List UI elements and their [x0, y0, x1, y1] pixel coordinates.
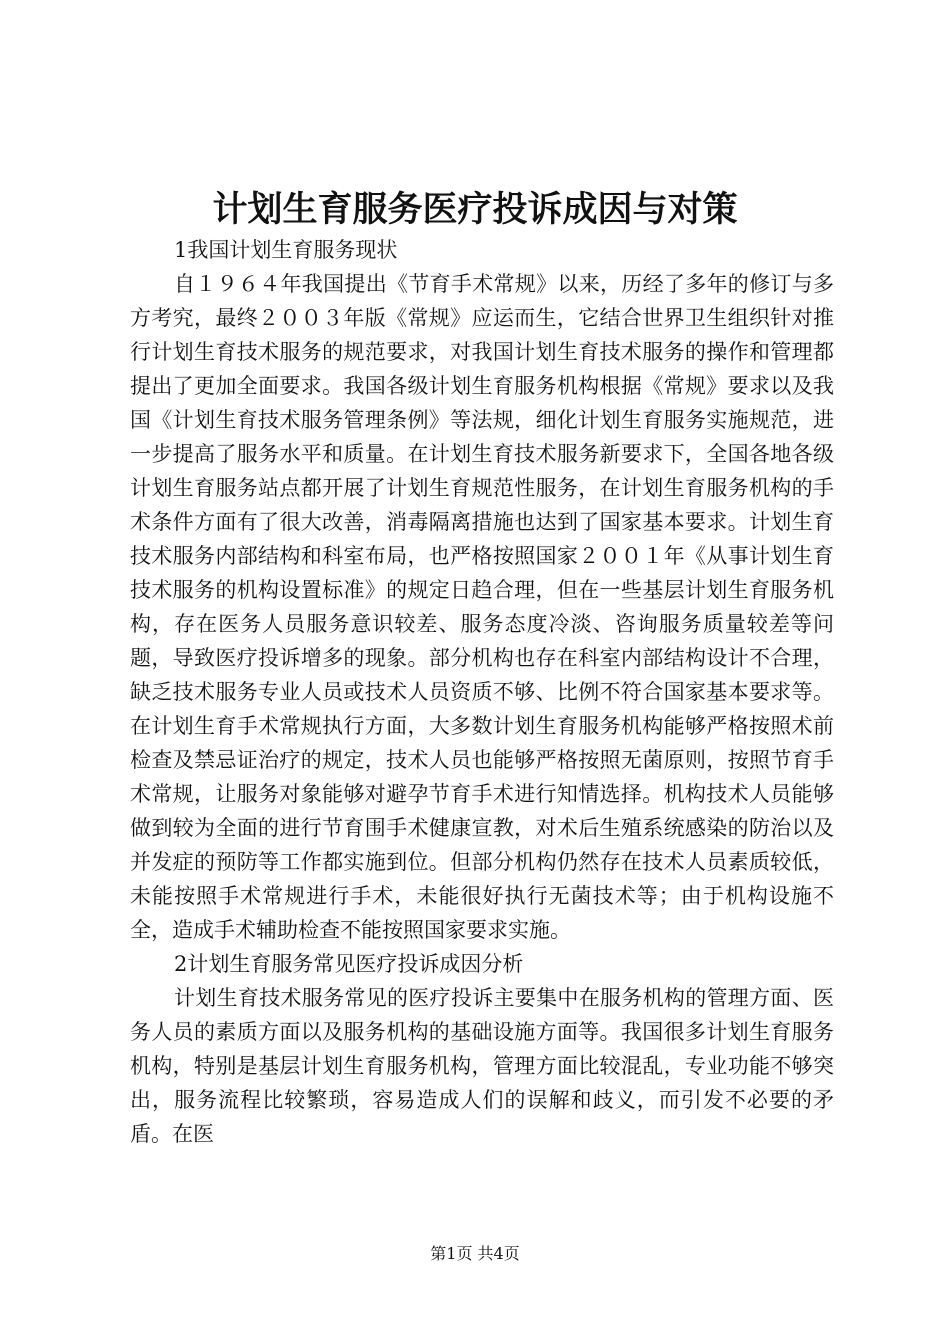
section-paragraph: 计划生育技术服务常见的医疗投诉主要集中在服务机构的管理方面、医务人员的素质方面以及服务机构的基础设施方面等。我国很多计划生育服务机构，特别是基层计划生育服务机构，管理方面比较混乱，专业功能不够突出，服务流程比较繁琐，容易造成人们的误解和歧义，而引发不必要的矛盾。在医 — [130, 986, 834, 1146]
document-title: 计划生育服务医疗投诉成因与对策 — [212, 189, 738, 230]
document-body — [130, 233, 834, 1151]
page-footer: 第1页 共4页 — [430, 1244, 520, 1263]
section-paragraph: 自１９６４年我国提出《节育手术常规》以来，历经了多年的修订与多方考究，最终２００３年版《常规》应运而生，它结合世界卫生组织针对推行计划生育技术服务的规范要求，对我国计划生育技术服务的操作和管理都提出了更加全面要求。我国各级计划生育服务机构根据《常规》要求以及我国《计划生育技术服务管理条例》等法规，细化计划生育服务实施规范，进一步提高了服务水平和质量。在计划生育技术服务新要求下，全国各地各级计划生育服务站点都开展了计划生育规范性服务，在计划生育服务机构的手术条件方面有了很大改善，消毒隔离措施也达到了国家基本要求。计划生育技术服务内部结构和科室布局，也严格按照国家２００１年《从事计划生育技术服务的机构设置标准》的规定日趋合理，但在一些基层计划生育服务机构，存在医务人员服务意识较差、服务态度冷淡、咨询服务质量较差等问题，导致医疗投诉增多的现象。部分机构也存在科室内部结构设计不合理，缺乏技术服务专业人员或技术人员资质不够、比例不符合国家基本要求等。在计划生育手术常规执行方面，大多数计划生育服务机构能够严格按照术前检查及禁忌证治疗的规定，技术人员也能够严格按照无菌原则，按照节育手术常规，让服务对象能够对避孕节育手术进行知情选择。机构技术人员能够做到较为全面的进行节育围手术健康宣教，对术后生殖系统感染的防治以及并发症的预防等工作都实施到位。但部分机构仍然存在技术人员素质较低，未能按照手术常规进行手术，未能很好执行无菌技术等；由于机构设施不全，造成手术辅助检查不能按照国家要求实施。 — [130, 272, 834, 942]
section-heading: 1我国计划生育服务现状 — [174, 238, 398, 262]
section-heading: 2计划生育服务常见医疗投诉成因分析 — [174, 952, 524, 976]
